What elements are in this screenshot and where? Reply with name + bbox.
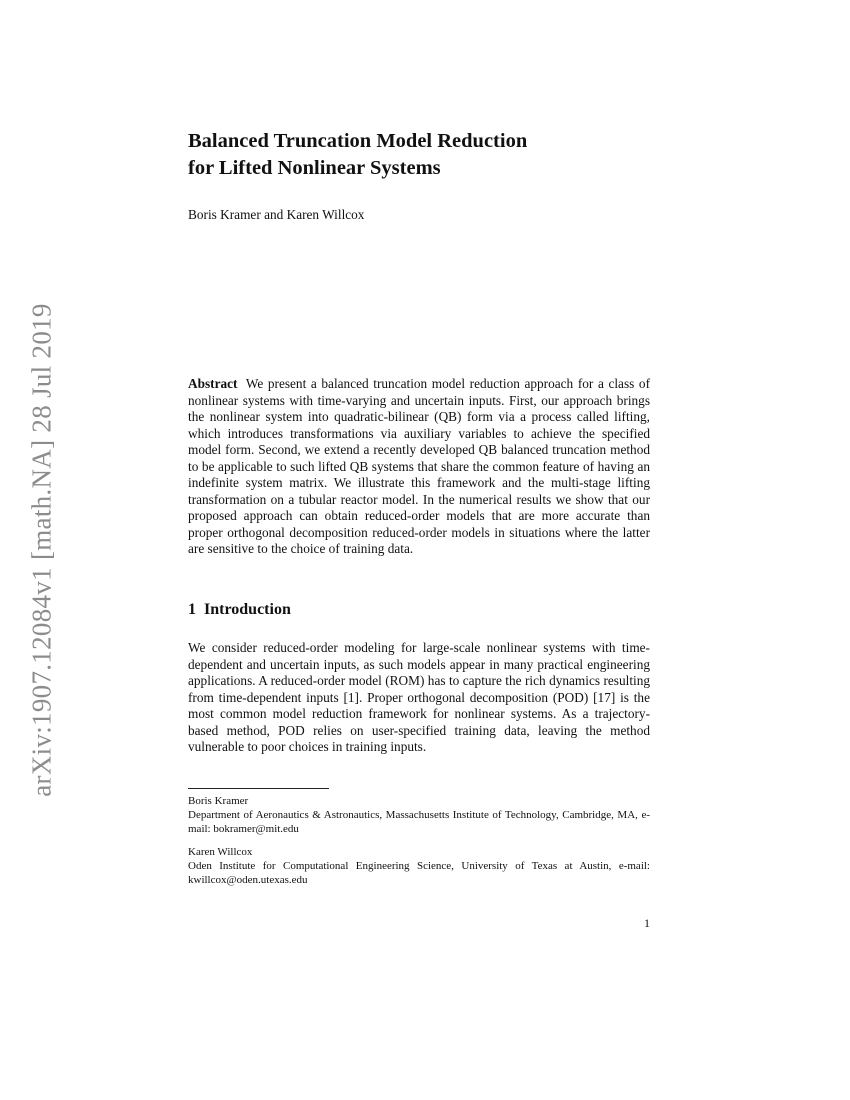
footnote-author-name: Karen Willcox [188, 846, 253, 858]
footnote-author-2 [188, 845, 650, 887]
paper-title-line-2: for Lifted Nonlinear Systems [188, 157, 441, 179]
footnote-author-name: Boris Kramer [188, 795, 249, 807]
page-number: 1 [644, 916, 650, 930]
abstract [188, 376, 650, 558]
abstract-text: We present a balanced truncation model reduction approach for a class of nonlinear systems with time-varying and uncertain inputs. First, our approach brings the nonlinear system into quadratic-bilinear (QB) form via a process called lifting, which introduces transformations via auxiliary variables to achieve the specified model form. Second, we extend a recently developed QB balanced truncation method to be applicable to such lifted QB systems that share the common feature of having an indefinite system matrix. We illustrate this framework and the multi-stage lifting transformation on a tubular reactor model. In the numerical results we show that our proposed approach can obtain reduced-order models that are more accurate than proper orthogonal decomposition reduced-order models in situations where the latter are sensitive to the choice of training data. [188, 376, 650, 556]
paper-title-line-1: Balanced Truncation Model Reduction [188, 130, 528, 152]
author-list: Boris Kramer and Karen Willcox [188, 207, 365, 222]
paper-title [188, 128, 668, 182]
abstract-label: Abstract [188, 376, 238, 391]
section-number: 1 [188, 601, 196, 618]
footnote-author-1 [188, 794, 650, 836]
footnote-author-affiliation: Department of Aeronautics & Astronautics, Massachusetts Institute of Technology, Cambridge, MA, e-mail: bokramer@mit.edu [188, 809, 650, 835]
introduction-paragraph: We consider reduced-order modeling for large-scale nonlinear systems with time-dependent and uncertain inputs, as such models appear in many practical engineering applications. A reduced-order model (ROM) has to capture the rich dynamics resulting from time-dependent inputs [1]. Proper orthogonal decomposition (POD) [17] is the most common model reduction framework for nonlinear systems. As a trajectory-based method, POD relies on user-specified training data, leaving the method vulnerable to poor choices in training inputs. [188, 640, 650, 754]
arxiv-identifier: arXiv:1907.12084v1 [math.NA] 28 Jul 2019 [26, 303, 57, 797]
section-title: Introduction [204, 601, 291, 618]
footnote-author-affiliation: Oden Institute for Computational Engineering Science, University of Texas at Austin, e-mail: kwillcox@oden.utexas.edu [188, 860, 650, 886]
section-heading-introduction [188, 601, 291, 619]
footnote-divider [188, 788, 329, 789]
